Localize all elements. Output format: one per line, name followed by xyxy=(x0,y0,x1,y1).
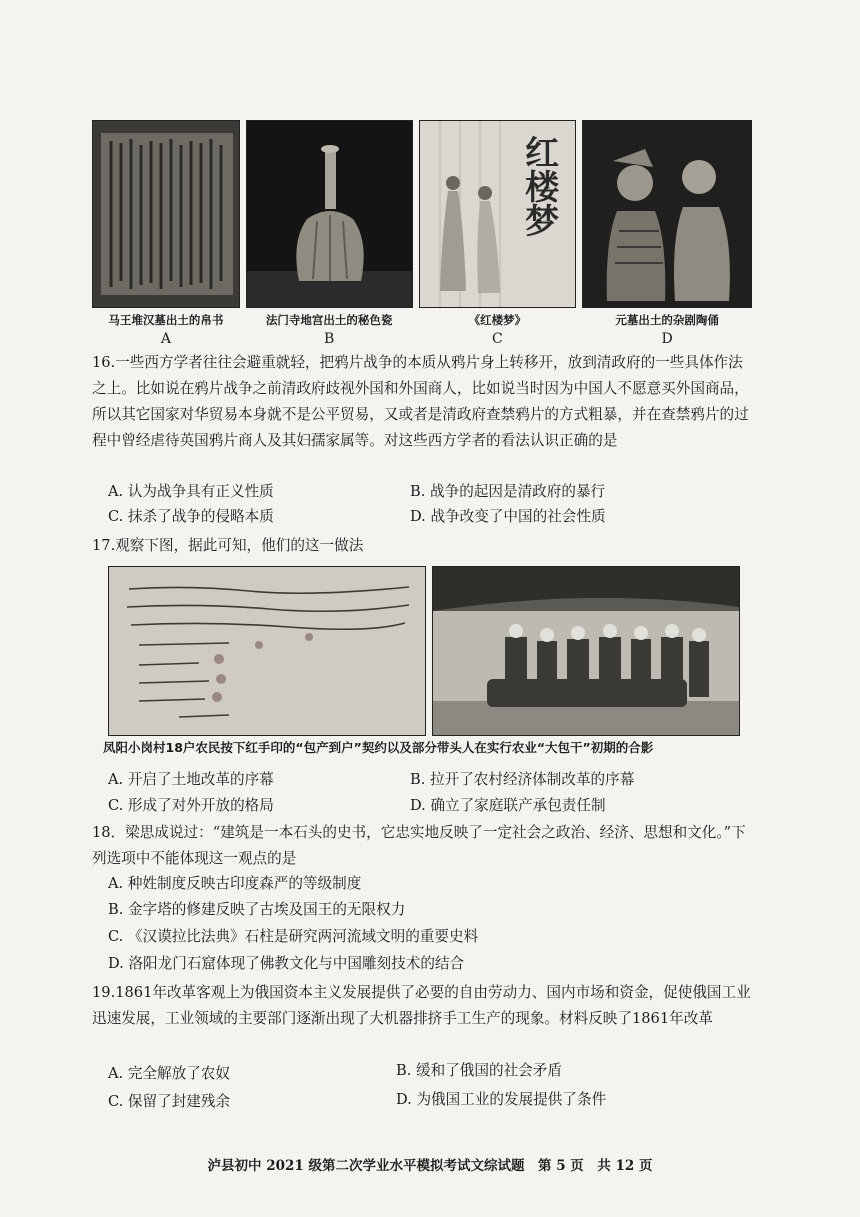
q17-option-c: C. 形成了对外开放的格局 xyxy=(108,797,274,814)
q17-option-b: B. 拉开了农村经济体制改革的序幕 xyxy=(410,771,635,788)
letter-b: B xyxy=(323,331,335,347)
celadon-vase-image xyxy=(246,120,413,308)
q17-option-a: A. 开启了土地改革的序幕 xyxy=(108,771,274,788)
q16-option-c: C. 抹杀了战争的侵略本质 xyxy=(108,508,274,525)
q19-option-d: D. 为俄国工业的发展提供了条件 xyxy=(396,1091,607,1108)
q19-option-c: C. 保留了封建残余 xyxy=(108,1093,231,1110)
opera-figurines-image xyxy=(582,120,752,308)
q17-stem: 17.观察下图，据此可知，他们的这一做法 xyxy=(92,537,364,554)
q15-figure-row xyxy=(92,120,752,310)
letter-a: A xyxy=(160,331,171,347)
q19-stem: 19.1861年改革客观上为俄国资本主义发展提供了必要的自由劳动力、国内市场和资金，促使俄国工业迅速发展，工业领域的主要部门逐渐出现了大机器排挤手工生产的现象。材料反映了1861年改革 xyxy=(92,984,751,1027)
q15-captions xyxy=(92,312,752,328)
letter-c: C xyxy=(492,331,503,347)
caption-d: 元墓出土的杂剧陶俑 xyxy=(615,313,719,327)
q16-option-d: D. 战争改变了中国的社会性质 xyxy=(410,508,606,525)
contract-document-image xyxy=(108,566,426,736)
page-footer: 泸县初中 2021 级第二次学业水平模拟考试文综试题 第 5 页 共 12 页 xyxy=(207,1158,653,1174)
q16-stem: 16.一些西方学者往往会避重就轻，把鸦片战争的本质从鸦片身上转移开，放到清政府的一些具体作法之上。比如说在鸦片战争之前清政府歧视外国和外国商人，比如说当时因为中国人不愿意买外国商品，所以其它国家对华贸易本身就不是公平贸易，又或者是清政府查禁鸦片的方式粗暴，并在查禁鸦片的过程中曾经虐待英国鸦片商人及其妇孺家属等。对这些西方学者的看法认识正确的是 xyxy=(92,354,749,449)
q18-stem: 18．梁思成说过：“建筑是一本石头的史书，它忠实地反映了一定社会之政治、经济、思想和文化。”下列选项中不能体现这一观点的是 xyxy=(92,824,746,867)
caption-a: 马王堆汉墓出土的帛书 xyxy=(108,313,224,327)
q16-option-b: B. 战争的起因是清政府的暴行 xyxy=(410,483,606,500)
letter-d: D xyxy=(661,331,673,347)
q15-option-letters xyxy=(92,331,752,347)
silk-manuscript-image xyxy=(92,120,240,308)
book-title-text: 红楼梦 xyxy=(518,135,559,237)
dream-red-chamber-cover-image xyxy=(419,120,577,308)
q19-option-a: A. 完全解放了农奴 xyxy=(108,1065,230,1082)
q18-option-d: D. 洛阳龙门石窟体现了佛教文化与中国雕刻技术的结合 xyxy=(108,955,465,972)
q18-option-b: B. 金字塔的修建反映了古埃及国王的无限权力 xyxy=(108,901,406,918)
q19-option-b: B. 缓和了俄国的社会矛盾 xyxy=(396,1062,562,1079)
q17-option-d: D. 确立了家庭联产承包责任制 xyxy=(410,797,606,814)
caption-c: 《红楼梦》 xyxy=(468,313,527,327)
q16-option-a: A. 认为战争具有正义性质 xyxy=(108,483,274,500)
q18-option-a: A. 种姓制度反映古印度森严的等级制度 xyxy=(108,875,362,892)
q17-caption: 凤阳小岗村18户农民按下红手印的“包产到户”契约以及部分带头人在实行农业“大包干”初期的合影 xyxy=(103,740,654,755)
q18-option-c: C. 《汉谟拉比法典》石柱是研究两河流域文明的重要史料 xyxy=(108,928,479,945)
q17-figure-row xyxy=(108,566,740,736)
farmers-group-photo-image xyxy=(432,566,740,736)
caption-b: 法门寺地宫出土的秘色瓷 xyxy=(265,313,393,327)
